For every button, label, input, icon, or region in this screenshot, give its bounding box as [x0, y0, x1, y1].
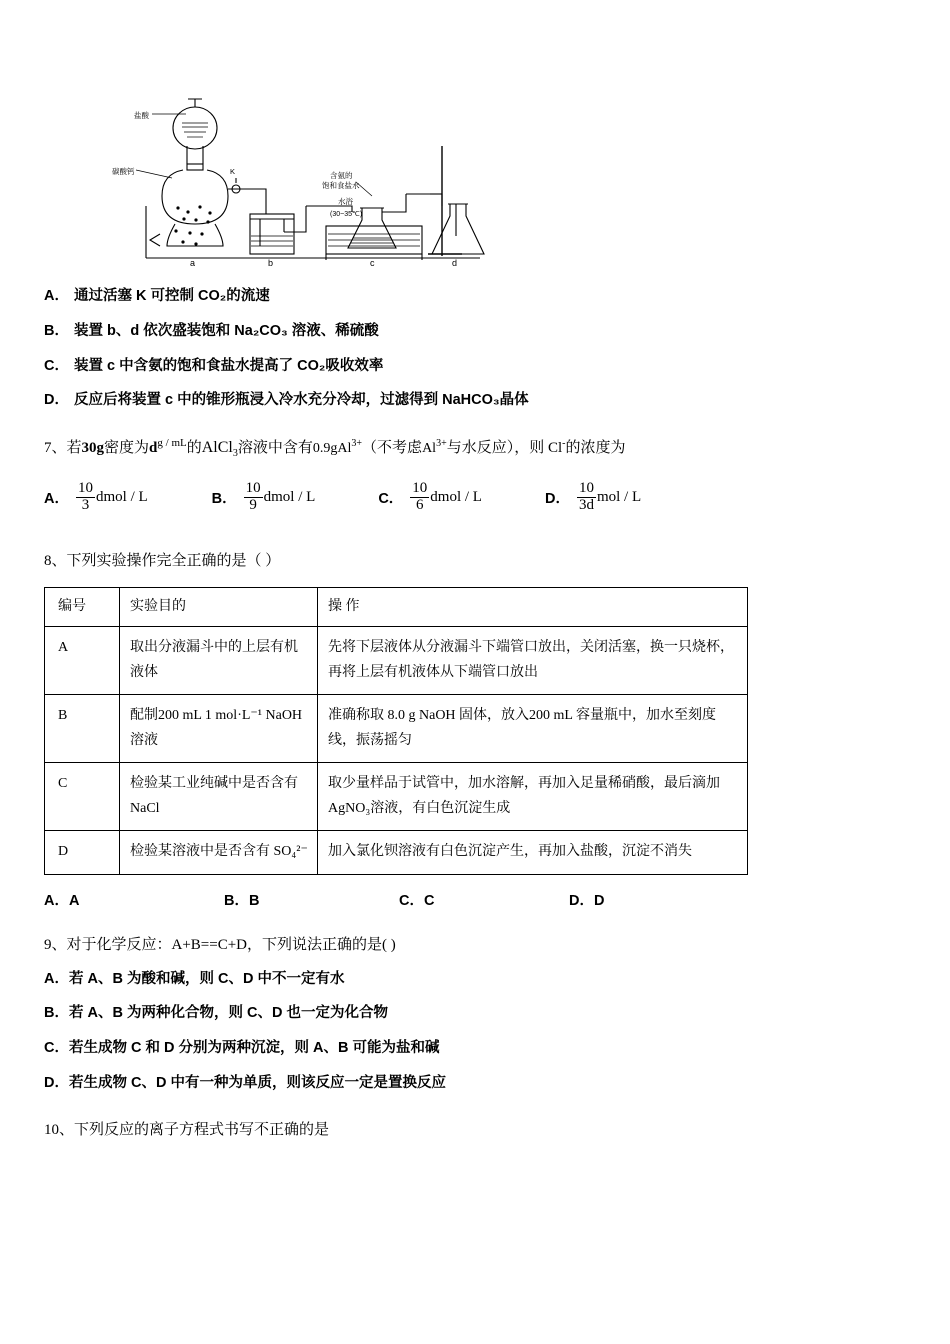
- q7-note-ion-sup: 3+: [436, 438, 447, 449]
- row-purpose-c: 检验某工业纯碱中是否含有 NaCl: [120, 763, 318, 831]
- svg-text:含氨的: 含氨的: [330, 171, 353, 180]
- q6-option-a-text: 通过活塞 K 可控制 CO₂的流速: [74, 288, 270, 304]
- row-purpose-d: 检验某溶液中是否含有 SO₄²⁻: [120, 831, 318, 875]
- svg-text:d: d: [452, 258, 458, 266]
- row-purpose-a: 取出分液漏斗中的上层有机液体: [120, 627, 318, 695]
- row-operation-c: 取少量样品于试管中，加水溶解，再加入足量稀硝酸，最后滴加 AgNO₃溶液，有白色沉淀生成: [318, 763, 748, 831]
- q6-option-c-label: C．: [44, 357, 69, 374]
- q7-cl-sup: -: [562, 438, 566, 449]
- q6-option-b: [44, 321, 906, 343]
- row-operation-a: 先将下层液体从分液漏斗下端管口放出，关闭活塞，换一只烧杯，再将上层有机液体从下端管口放出: [318, 627, 748, 695]
- row-id-a: A: [45, 627, 120, 695]
- question-7: [44, 434, 906, 514]
- q6-option-c-text: 装置 c 中含氨的饱和食盐水提高了 CO₂吸收效率: [74, 357, 384, 374]
- experiment-table: [44, 587, 748, 875]
- q8-answer-a: A．A: [44, 892, 80, 909]
- q10-stem: 10、下列反应的离子方程式书写不正确的是: [44, 1121, 330, 1138]
- page-content: [44, 0, 906, 1144]
- q7-option-c-label: C．: [378, 490, 404, 507]
- q9-option-a: A．若 A、B 为酸和碱，则 C、D 中不一定有水: [44, 970, 345, 987]
- q7-option-d-fraction: $\frac{10}{3d}$: [578, 480, 594, 513]
- q7-note-tail: 与水反应）: [446, 440, 515, 456]
- row-id-b: B: [45, 695, 120, 763]
- q7-option-d: [545, 481, 641, 514]
- table-header-operation: 操 作: [318, 587, 748, 627]
- row-operation-d: 加入氯化钡溶液有白色沉淀产生，再加入盐酸，沉淀不消失: [318, 831, 748, 875]
- q7-option-c-fraction: $\frac{10}{6}$: [412, 480, 428, 513]
- svg-text:b: b: [268, 258, 274, 266]
- question-9: [44, 932, 906, 1095]
- q7-text-2: 密度为: [104, 440, 150, 456]
- q8-answer-b: B．B: [224, 892, 260, 909]
- q7-text-4: 溶液中含有: [237, 440, 313, 456]
- question-8: [44, 548, 906, 910]
- svg-text:饱和食盐水: 饱和食盐水: [322, 181, 360, 190]
- table-row: [45, 695, 748, 763]
- q7-text-6: ，则 Cl: [514, 440, 563, 456]
- q8-stem: 8、下列实验操作完全正确的是（ ）: [44, 552, 281, 569]
- q7-text-7: 的浓度为: [565, 440, 626, 456]
- table-header-row: [45, 587, 748, 627]
- row-purpose-b: 配制200 mL 1 mol·L⁻¹ NaOH 溶液: [120, 695, 318, 763]
- q6-option-c: [44, 356, 906, 378]
- q9-options: [44, 969, 906, 1095]
- q7-density-unit: g / mL: [157, 437, 187, 449]
- q7-d: d: [149, 440, 158, 456]
- q8-answer-options: [44, 889, 906, 910]
- q7-mass: 30g: [81, 440, 105, 456]
- q7-option-a-fraction: $\frac{10}{3}$: [77, 480, 93, 513]
- q7-option-d-unit: mol / L: [596, 488, 642, 505]
- q7-option-b-fraction: $\frac{10}{9}$: [245, 480, 261, 513]
- table-row: [45, 831, 748, 875]
- q7-note-ion: Al: [422, 441, 437, 456]
- q7-amount: 0.9gAl: [312, 441, 352, 456]
- question-10: [44, 1117, 906, 1144]
- table-header-purpose: 实验目的: [120, 587, 318, 627]
- q6-options: [44, 286, 906, 412]
- q6-option-a: [44, 286, 906, 308]
- q6-option-d-label: D．: [44, 392, 69, 409]
- q9-option-d: D．若生成物 C、D 中有一种为单质，则该反应一定是置换反应: [44, 1074, 446, 1091]
- q7-option-a-label: A．: [44, 490, 69, 507]
- q7-amount-sup: 3+: [351, 438, 363, 449]
- row-id-c: C: [45, 763, 120, 831]
- q7-note: 不考虑: [377, 440, 423, 456]
- q7-solute: AlCl: [201, 439, 233, 456]
- q6-option-b-text: 装置 b、d 依次盛装饱和 Na₂CO₃ 溶液、稀硫酸: [74, 322, 379, 339]
- q7-option-c-unit: dmol / L: [430, 488, 482, 505]
- q7-text-3: 的: [186, 440, 202, 456]
- q7-number: 7、: [44, 440, 67, 456]
- table-header-id: 编号: [45, 587, 120, 627]
- q7-option-a: [44, 481, 148, 514]
- q9-stem: 9、对于化学反应：A+B==C+D，下列说法正确的是( ): [44, 936, 396, 953]
- q8-answer-c: C．C: [399, 892, 435, 909]
- row-operation-b: 准确称取 8.0 g NaOH 固体，放入200 mL 容量瓶中，加水至刻度线，振荡摇匀: [318, 695, 748, 763]
- table-row: [45, 763, 748, 831]
- q6-option-d: [44, 390, 906, 412]
- q7-solute-sub: 3: [232, 448, 238, 459]
- q7-text-1: 若: [66, 440, 82, 456]
- q6-option-d-text: 反应后将装置 c 中的锥形瓶浸入冷水充分冷却，过滤得到 NaHCO₃晶体: [74, 392, 529, 409]
- table-row: [45, 627, 748, 695]
- q7-text-5: （: [362, 440, 378, 456]
- q8-answer-d: D．D: [569, 892, 605, 909]
- svg-text:a: a: [190, 258, 196, 266]
- apparatus-figure: [90, 86, 490, 266]
- q7-option-a-unit: dmol / L: [95, 488, 148, 505]
- svg-text:水浴: 水浴: [338, 197, 353, 206]
- q7-option-d-label: D．: [544, 490, 570, 507]
- svg-text:c: c: [370, 258, 375, 266]
- q7-options: [44, 481, 906, 514]
- q7-option-c: [378, 481, 482, 514]
- q7-option-b-unit: dmol / L: [263, 488, 316, 505]
- svg-text:(30~35℃): (30~35℃): [330, 211, 363, 218]
- svg-text:盐酸: 盐酸: [134, 111, 149, 120]
- q7-stem: [44, 434, 906, 463]
- q9-option-b: B．若 A、B 为两种化合物，则 C、D 也一定为化合物: [44, 1005, 388, 1022]
- svg-text:碳酸钙: 碳酸钙: [112, 167, 135, 176]
- q9-option-c: C．若生成物 C 和 D 分别为两种沉淀，则 A、B 可能为盐和碱: [44, 1040, 440, 1056]
- q6-option-a-label: A．: [44, 288, 69, 304]
- q7-option-b-label: B．: [211, 490, 237, 507]
- q6-option-b-label: B．: [44, 322, 69, 339]
- row-id-d: D: [45, 831, 120, 875]
- q7-option-b: [212, 481, 316, 514]
- svg-text:K: K: [230, 167, 236, 176]
